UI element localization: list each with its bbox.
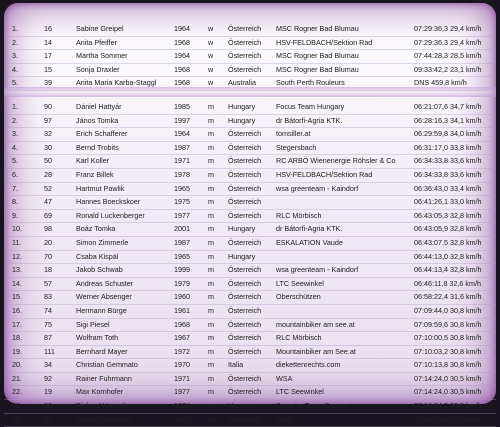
nation-cell: Österreich [228,305,262,315]
year-cell: 1978 [174,169,190,179]
table-row [4,305,496,319]
bib-cell: 18 [44,265,52,275]
nation-cell: Hungary [228,251,256,261]
nation-cell: Österreich [228,142,262,152]
sex-cell: m [208,102,214,111]
time-cell: 06:46:11,8 32,6 km/h [414,278,481,288]
name-cell: Boáz Tomka [76,224,116,234]
time-cell: 07:14:27,4 30,5 km/h [414,414,482,424]
name-cell: Bernhard Mayer [76,346,128,356]
time-cell: 07:09:59,6 30,8 km/h [414,319,482,329]
rank-cell: 16. [12,305,22,315]
year-cell: 1977 [174,210,190,220]
table-row [4,142,496,156]
rank-cell: 4. [12,64,18,74]
name-cell: Csaba Kispál [76,251,119,261]
club-cell: wsa greenteam - Kaindorf [276,265,359,275]
sex-cell: m [208,387,214,397]
club-cell: LTC Seewinkel [276,387,324,397]
bib-cell: 17 [44,51,52,61]
nation-cell: Australia [228,78,256,88]
club-cell: wsa greenteam - Kaindorf [276,183,359,193]
nation-cell: Österreich [228,278,262,288]
bib-cell: 14 [44,37,52,47]
sex-cell: m [208,142,214,152]
name-cell: Anita Maria Karba-Staggl [76,78,157,88]
name-cell: Manuel Zugsbrati [76,414,132,424]
year-cell: 1968 [174,37,190,47]
year-cell: 1985 [174,102,190,111]
nation-cell: Österreich [228,210,262,220]
club-cell: Oberschützen [276,292,321,302]
sex-cell: m [208,319,214,329]
rank-cell: 22. [12,387,22,397]
year-cell: 1977 [174,387,190,397]
time-cell: 06:28:16,3 34,1 km/h [414,115,482,125]
year-cell: 1971 [174,156,190,166]
sex-cell: m [208,210,214,220]
table-row [4,291,496,305]
name-cell: Sonja Draxler [76,64,120,74]
year-cell: 1997 [174,115,190,125]
club-cell: South Perth Rouleurs [276,78,345,88]
time-cell: 06:43:05,3 32,8 km/h [414,210,482,220]
rank-cell: 24. [12,414,22,424]
nation-cell: Italia [228,360,244,370]
table-row [4,23,496,37]
rank-cell: 20. [12,360,22,370]
rank-cell: 6. [12,169,18,179]
year-cell: 1968 [174,78,190,88]
nation-cell: Österreich [228,414,262,424]
sex-cell: m [208,224,214,234]
table-row [4,237,496,251]
table-row [4,400,496,414]
sex-cell: m [208,169,214,179]
sex-cell: m [208,237,214,247]
name-cell: Franz Billek [76,169,114,179]
nation-cell: Österreich [228,51,262,61]
nation-cell: Hungary [228,401,256,411]
club-cell: HSV-FELDBACH/Sektion Rad [276,169,373,179]
club-cell: tomsiller.at [276,129,311,139]
club-cell: MSC Rogner Bad Blumau [276,24,359,33]
bib-cell: 39 [44,78,52,88]
table-row [4,37,496,51]
year-cell: 2001 [174,224,190,234]
nation-cell: Österreich [228,346,262,356]
sex-cell: m [208,197,214,207]
table-row [4,115,496,129]
bib-cell: 69 [44,210,52,220]
year-cell: 1987 [174,237,190,247]
time-cell: 07:10:13,8 30,8 km/h [414,360,482,370]
time-cell: 07:10:03,2 30,8 km/h [414,346,482,356]
sex-cell: m [208,346,214,356]
club-cell: dr Bátorfi-Agria KTK. [276,115,343,125]
club-cell: WSA [276,414,293,424]
name-cell: Hermann Bürge [76,305,127,315]
rank-cell: 5. [12,78,18,88]
name-cell: Karl Koller [76,156,110,166]
name-cell: Anita Pfeiffer [76,37,118,47]
sex-cell: w [208,51,214,61]
bib-cell: 93 [44,414,52,424]
table-row [4,101,496,115]
year-cell: 1960 [174,292,190,302]
name-cell: Richard Horvath [76,401,128,411]
nation-cell: Hungary [228,102,256,111]
sex-cell: m [208,360,214,370]
club-cell: HSV-FELDBACH/Sektion Rad [276,37,373,47]
bib-cell: 111 [44,346,55,356]
table-row [4,319,496,333]
year-cell: 1970 [174,360,190,370]
year-cell: 1999 [174,265,190,275]
club-cell: LTC Seewinkel [276,278,324,288]
sex-cell: m [208,265,214,275]
time-cell: 07:14:24,0 30,5 km/h [414,373,482,383]
club-cell: Mountainbiker am See.at [276,346,356,356]
bib-cell: 90 [44,102,52,111]
club-cell: mountainbiker am see.at [276,319,355,329]
time-cell: 07:14:24,2 30,5 km/h [414,401,482,411]
club-cell: Stegersbach [276,142,317,152]
rank-cell: 11. [12,237,22,247]
year-cell: 1964 [174,24,190,33]
bib-cell: 32 [44,129,52,139]
name-cell: Simon Zimmerle [76,237,129,247]
sex-cell: w [208,64,214,74]
table-row [4,183,496,197]
name-cell: Erich Schafferer [76,129,128,139]
nation-cell: Österreich [228,169,262,179]
name-cell: Hannes Boeckskoer [76,197,141,207]
sex-cell: m [208,401,214,411]
name-cell: Max Kornhofer [76,387,124,397]
table-row [4,414,496,427]
rank-cell: 17. [12,319,22,329]
nation-cell: Österreich [228,292,262,302]
table-row [4,155,496,169]
table-row [4,278,496,292]
year-cell: 1961 [174,305,190,315]
sex-cell: m [208,183,214,193]
time-cell: DNS 459,8 km/h [414,78,467,88]
bib-cell: 87 [44,333,52,343]
nation-cell: Österreich [228,183,262,193]
bib-cell: 83 [44,292,52,302]
club-cell: ESKALATION Vaude [276,237,343,247]
sex-cell: m [208,156,214,166]
rank-cell: 23. [12,401,22,411]
table-row [4,264,496,278]
time-cell: 07:44:28,3 28,5 km/h [414,51,482,61]
club-cell: dr Bátorfi-Agria KTK. [276,224,343,234]
rank-cell: 7. [12,183,18,193]
sex-cell: m [208,129,214,139]
bib-cell: 57 [44,278,52,288]
rank-cell: 13. [12,265,22,275]
year-cell: 1968 [174,319,190,329]
year-cell: 1974 [174,401,190,411]
name-cell: Bernd Trobits [76,142,119,152]
sex-cell: w [208,37,214,47]
nation-cell: Hungary [228,224,256,234]
table-row [4,169,496,183]
nation-cell: Österreich [228,265,262,275]
time-cell: 06:34:33,8 33,6 km/h [414,169,482,179]
table-row [4,128,496,142]
year-cell: 1987 [174,142,190,152]
nation-cell: Hungary [228,115,256,125]
club-cell: WSA [276,373,293,383]
year-cell: 1985 [174,414,190,424]
table-row [4,64,496,78]
bib-cell: 47 [44,197,52,207]
rank-cell: 1. [12,102,18,111]
nation-cell: Österreich [228,373,262,383]
year-cell: 1975 [174,197,190,207]
year-cell: 1967 [174,333,190,343]
time-cell: 07:09:44,0 30,8 km/h [414,305,482,315]
year-cell: 1965 [174,183,190,193]
time-cell: 06:36:43,0 33,4 km/h [414,183,482,193]
name-cell: Werner Absenger [76,292,132,302]
time-cell: 07:29:36,3 29,4 km/h [414,37,482,47]
table-row [4,50,496,64]
time-cell: 06:34:33,8 33,6 km/h [414,156,482,166]
sex-cell: m [208,373,214,383]
year-cell: 1979 [174,278,190,288]
table-row [4,196,496,210]
year-cell: 1968 [174,64,190,74]
table-row [4,359,496,373]
nation-cell: Österreich [228,387,262,397]
bib-cell: 52 [44,183,52,193]
name-cell: Rainer Fuhrmann [76,373,132,383]
name-cell: Dániel Hattyár [76,102,122,111]
nation-cell: Österreich [228,319,262,329]
rank-cell: 9. [12,210,18,220]
time-cell: 06:58:22,4 31,6 km/h [414,292,482,302]
year-cell: 1964 [174,129,190,139]
rank-cell: 4. [12,142,18,152]
time-cell: 06:44:13,0 32,8 km/h [414,251,482,261]
name-cell: Wolfram Toth [76,333,119,343]
time-cell: 06:31:17,0 33,8 km/h [414,142,482,152]
rank-cell: 12. [12,251,22,261]
name-cell: János Tomka [76,115,119,125]
sex-cell: w [208,24,214,33]
table-row [4,251,496,265]
table-row [4,346,496,360]
rank-cell: 21. [12,373,22,383]
bib-cell: 92 [44,373,52,383]
sex-cell: m [208,278,214,288]
time-cell: 06:29:59,8 34,0 km/h [414,129,482,139]
sex-cell: m [208,251,214,261]
time-cell: 06:43:05,9 32,8 km/h [414,224,482,234]
year-cell: 1964 [174,51,190,61]
name-cell: Jakob Schwab [76,265,123,275]
name-cell: Andreas Schuster [76,278,134,288]
sex-cell: m [208,292,214,302]
bib-cell: 28 [44,169,52,179]
rank-cell: 15. [12,292,22,302]
time-cell: 07:14:24,0 30,5 km/h [414,387,482,397]
year-cell: 1971 [174,373,190,383]
club-cell: diekettenrechts.com [276,360,341,370]
time-cell: 06:41:26,1 33,0 km/h [414,197,482,207]
nation-cell: Österreich [228,64,262,74]
bib-cell: 98 [44,224,52,234]
club-cell: RC ARBÖ Wienenergie Röhsler & Co [276,156,396,166]
nation-cell: Österreich [228,24,262,33]
time-cell: 06:21:07,6 34,7 km/h [414,102,482,111]
rank-cell: 3. [12,51,18,61]
bib-cell: 70 [44,251,52,261]
time-cell: 09:33:42,2 23,1 km/h [414,64,482,74]
name-cell: Christian Gemmato [76,360,138,370]
sex-cell: w [208,78,214,88]
bib-cell: 16 [44,24,52,33]
bib-cell: 19 [44,387,52,397]
sex-cell: m [208,115,214,125]
time-cell: 06:43:07,5 32,8 km/h [414,237,482,247]
table-row [4,223,496,237]
bib-cell: 34 [44,360,52,370]
table-row [4,210,496,224]
rank-cell: 14. [12,278,22,288]
results-group-men [4,101,496,427]
nation-cell: Österreich [228,237,262,247]
rank-cell: 1. [12,24,18,33]
bib-cell: 20 [44,237,52,247]
rank-cell: 18. [12,333,22,343]
club-cell: MSC Rogner Bad Blumau [276,64,359,74]
bib-cell: 30 [44,142,52,152]
year-cell: 1972 [174,346,190,356]
time-cell: 07:10:00,5 30,8 km/h [414,333,482,343]
time-cell: 07:29:36,3 29,4 km/h [414,24,482,33]
club-cell: Superior Team Sopron [276,401,348,411]
name-cell: Ronald Luckenberger [76,210,145,220]
nation-cell: Österreich [228,333,262,343]
nation-cell: Österreich [228,37,262,47]
nation-cell: Österreich [228,197,262,207]
sex-cell: m [208,305,214,315]
rank-cell: 3. [12,129,18,139]
name-cell: Martha Sommer [76,51,128,61]
name-cell: Hartmut Pawlik [76,183,125,193]
table-row [4,332,496,346]
name-cell: Sabine Greipel [76,24,124,33]
rank-cell: 19. [12,346,22,356]
club-cell: RLC Mörbisch [276,333,322,343]
bib-cell: 86 [44,401,52,411]
year-cell: 1965 [174,251,190,261]
bib-cell: 50 [44,156,52,166]
rank-cell: 8. [12,197,18,207]
name-cell: Sigi Piesel [76,319,110,329]
nation-cell: Österreich [228,129,262,139]
time-cell: 06:44:13,4 32,8 km/h [414,265,482,275]
bib-cell: 75 [44,319,52,329]
sex-cell: m [208,333,214,343]
nation-cell: Österreich [228,156,262,166]
table-row [4,373,496,387]
rank-cell: 2. [12,37,18,47]
rank-cell: 2. [12,115,18,125]
bib-cell: 97 [44,115,52,125]
results-frame [4,3,496,424]
sex-cell: m [208,414,214,424]
bib-cell: 15 [44,64,52,74]
rank-cell: 10. [12,224,22,234]
club-cell: MSC Rogner Bad Blumau [276,51,359,61]
group-separator [4,87,496,97]
bib-cell: 74 [44,305,52,315]
club-cell: RLC Mörbisch [276,210,322,220]
table-row [4,386,496,400]
results-group-women [4,23,496,91]
rank-cell: 5. [12,156,18,166]
club-cell: Focus Team Hungary [276,102,345,111]
